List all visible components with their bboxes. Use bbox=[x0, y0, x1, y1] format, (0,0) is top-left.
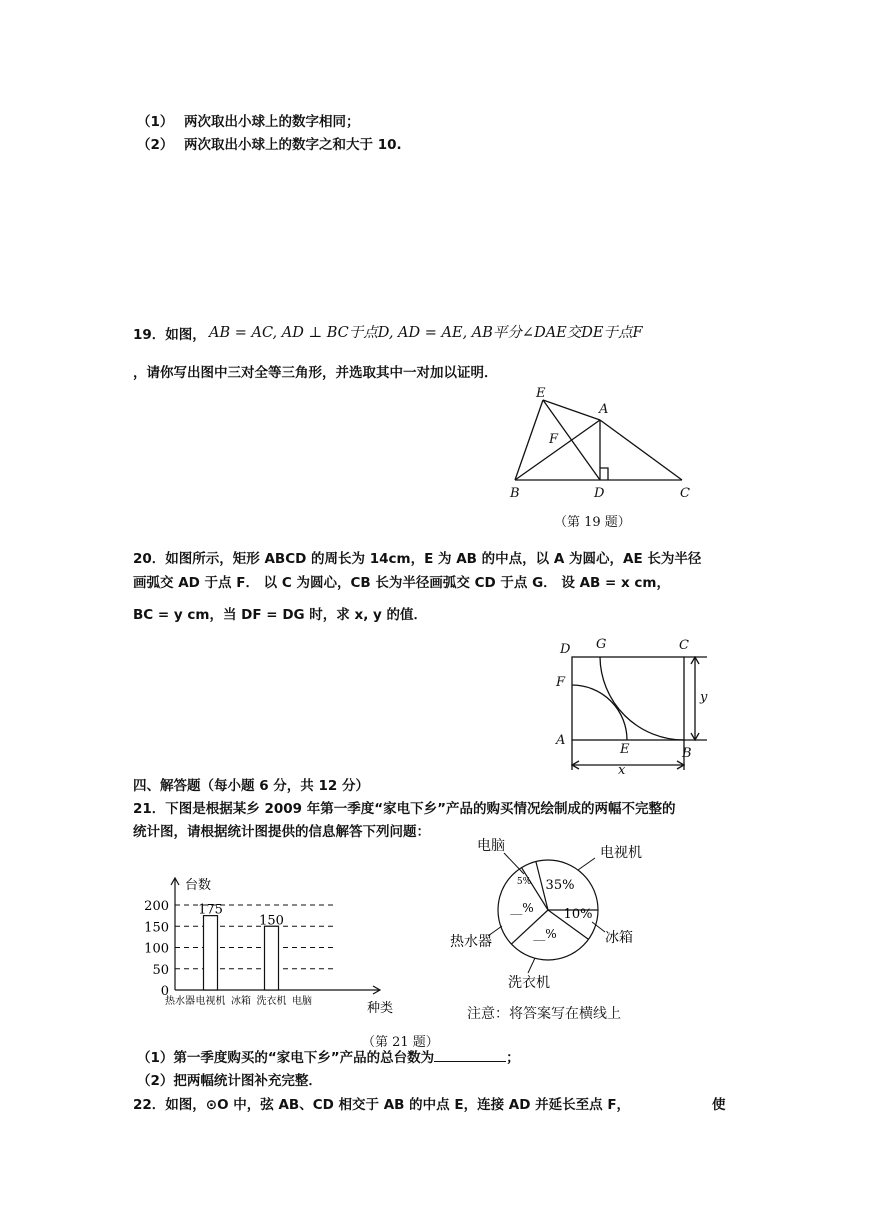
q19-label-B: B bbox=[510, 486, 520, 501]
pie-slice-label: 电脑 bbox=[477, 838, 505, 854]
q20-label-G: G bbox=[596, 637, 607, 652]
q19-label-F: F bbox=[549, 432, 559, 447]
pie-percent-label: __% bbox=[510, 901, 534, 915]
q20-line3: BC = y cm，当 DF = DG 时，求 x, y 的值． bbox=[133, 607, 428, 623]
q20-label-D: D bbox=[560, 642, 571, 657]
q18-item1-text: 两次取出小球上的数字相同； bbox=[184, 114, 360, 130]
pie-slice-label: 电视机 bbox=[600, 845, 642, 861]
bar-data-label: 175 bbox=[198, 902, 223, 918]
q21-sub1-text: （1）第一季度购买的“家电下乡”产品的总台数为 bbox=[137, 1050, 435, 1066]
answer-blank[interactable] bbox=[434, 1049, 506, 1062]
q18-item2-text: 两次取出小球上的数字之和大于 10. bbox=[184, 137, 402, 153]
x-tick-label: 电视机 bbox=[195, 996, 226, 1007]
q21-line2: 统计图，请根据统计图提供的信息解答下列问题： bbox=[133, 824, 430, 840]
bar bbox=[265, 926, 279, 990]
q21-sub1-end: ； bbox=[506, 1050, 520, 1066]
bar-chart bbox=[130, 870, 394, 1020]
y-tick-label: 0 bbox=[160, 984, 169, 999]
pie-leader-line bbox=[528, 958, 535, 973]
q22-line: 22．如图，⊙O 中，弦 AB、CD 相交于 AB 的中点 E，连接 AD 并延长至点 F， bbox=[133, 1097, 631, 1113]
y-tick-label: 100 bbox=[144, 941, 169, 957]
pie-percent-label: 10% bbox=[563, 907, 593, 922]
q19-line2: ，请你写出图中三对全等三角形，并选取其中一对加以证明． bbox=[133, 365, 498, 381]
q20-label-F: F bbox=[556, 675, 566, 690]
section4-heading: 四、解答题（每小题 6 分，共 12 分） bbox=[133, 778, 369, 794]
pie-chart bbox=[440, 830, 700, 1000]
q21-sub1 bbox=[137, 1046, 520, 1066]
x-axis-label: 种类 bbox=[367, 1001, 394, 1016]
x-tick-label: 热水器 bbox=[165, 996, 195, 1007]
pie-slice-label: 洗衣机 bbox=[508, 975, 550, 991]
q21-sub2: （2）把两幅统计图补充完整． bbox=[137, 1073, 322, 1089]
y-axis-label: 台数 bbox=[185, 878, 212, 893]
q20-rectangle-figure bbox=[560, 640, 720, 780]
q20-line2: 画弧交 AD 于点 F． 以 C 为圆心，CB 长为半径画弧交 CD 于点 G． 设 AB = x cm， bbox=[133, 575, 670, 591]
q20-label-x: x bbox=[618, 763, 626, 778]
q19-caption: （第 19 题） bbox=[554, 515, 631, 530]
q19-label-D: D bbox=[594, 486, 605, 501]
pie-note: 注意：将答案写在横线上 bbox=[467, 1006, 621, 1022]
pie-percent-label: __% bbox=[533, 927, 557, 941]
q20-label-A: A bbox=[556, 733, 566, 748]
q18-item2-num: （2） bbox=[137, 137, 174, 153]
q20-label-B: B bbox=[682, 746, 692, 761]
pie-slice-label: 热水器 bbox=[450, 934, 492, 950]
q22-end: 使 bbox=[712, 1097, 726, 1113]
q19-label-E: E bbox=[536, 386, 546, 401]
q19-label-C: C bbox=[680, 486, 690, 501]
pie-percent-label: 5% bbox=[516, 877, 532, 887]
q19-formula: AB = AC, AD ⊥ BC于点D, AD = AE, AB平分∠DAE交DE于点F bbox=[209, 325, 643, 341]
q21-line1: 21．下图是根据某乡 2009 年第一季度“家电下乡”产品的购买情况绘制成的两幅不完整的 bbox=[133, 801, 676, 817]
q21-caption: （第 21 题） bbox=[362, 1035, 439, 1050]
q20-line1: 20．如图所示，矩形 ABCD 的周长为 14cm，E 为 AB 的中点，以 A 为圆心，AE 长为半径 bbox=[133, 551, 702, 567]
q20-label-E: E bbox=[620, 742, 630, 757]
q19-label-A: A bbox=[599, 402, 609, 417]
bar bbox=[204, 916, 218, 990]
y-tick-label: 200 bbox=[144, 899, 169, 914]
q19-prefix: 19．如图， bbox=[133, 327, 206, 343]
q20-label-C: C bbox=[679, 638, 689, 653]
q18-item1-num: （1） bbox=[137, 114, 174, 130]
y-tick-label: 50 bbox=[152, 962, 169, 978]
pie-leader-line bbox=[578, 858, 595, 870]
pie-percent-label: 35% bbox=[545, 878, 575, 893]
y-tick-label: 150 bbox=[144, 920, 169, 936]
q20-label-y: y bbox=[700, 690, 708, 705]
bar-data-label: 150 bbox=[259, 913, 284, 929]
pie-slice-label: 冰箱 bbox=[605, 930, 633, 946]
x-tick-label: 冰箱 bbox=[231, 996, 251, 1007]
x-tick-label: 洗衣机 bbox=[256, 996, 287, 1007]
pie-leader-line bbox=[504, 853, 524, 874]
x-tick-label: 电脑 bbox=[292, 996, 312, 1007]
